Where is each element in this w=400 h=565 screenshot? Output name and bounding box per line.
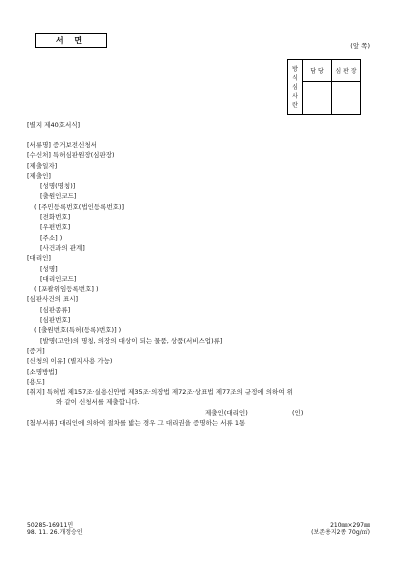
field-proof-method: [소명방법] xyxy=(27,367,58,376)
field-purpose: [용도] xyxy=(27,377,45,386)
field-submitter-name: [성명(명칭)] xyxy=(40,182,76,191)
field-attachments: [첨부서류] 대리인에 의하여 절차를 밟는 경우 그 대리권을 증명하는 서류 1통 xyxy=(27,419,246,428)
signature-line xyxy=(27,408,304,418)
examiner-header: 담 당 xyxy=(303,60,332,82)
field-submission-date: [제출일자] xyxy=(27,161,58,170)
field-agent-code: [대리인코드] xyxy=(40,274,77,283)
examination-table xyxy=(287,59,361,115)
field-relationship: [사건과의 관계] xyxy=(40,243,85,252)
footer-right xyxy=(311,522,370,536)
field-trial-case: [심판사건의 표시] xyxy=(27,295,79,304)
field-trial-type: [심판종류] xyxy=(40,305,71,314)
footer-approval-date: 98. 11. 26.개정승인 xyxy=(27,529,83,536)
field-purport-continued: 와 같이 신청서를 제출합니다. xyxy=(56,398,140,407)
form-fields xyxy=(27,140,304,428)
field-document-name: [서류명] 증거보전신청서 xyxy=(27,141,97,149)
field-phone: [전화번호] xyxy=(40,213,71,222)
seal-mark: (인) xyxy=(292,408,304,417)
examination-side-label: 방 식 심 사 란 xyxy=(288,60,303,115)
field-application-number: ( [출원번호(특허(등록)번호)] ) xyxy=(34,326,122,335)
field-evidence: [증거] xyxy=(27,346,45,355)
field-address: [주소] ) xyxy=(40,233,63,242)
field-submitter: [제출인] xyxy=(27,171,51,180)
chief-judge-header: 심 판 장 xyxy=(332,60,361,82)
field-trial-number: [심판번호] xyxy=(40,316,71,325)
field-purport: [취지] 특허법 제157조·실용신안법 제35조·의장법 제72조·상표법 제77조의 규정에 의하여 위 xyxy=(27,388,293,397)
field-invention-title: [발명(고안)의 명칭, 의장의 대상이 되는 물품, 상품(서비스업)류] xyxy=(40,336,223,345)
form-number: [별지 제40호서식] xyxy=(27,121,81,129)
footer-paper-size: 210㎜×297㎜ xyxy=(330,522,370,529)
field-postal-code: [우편번호] xyxy=(40,223,71,232)
field-applicant-code: [출원인코드] xyxy=(40,192,77,201)
field-recipient: [수신처] 특허심판원장(심판장) xyxy=(27,151,115,160)
field-power-of-attorney: ( [포괄위임등록번호] ) xyxy=(34,285,99,294)
chief-judge-seal-cell xyxy=(332,82,361,115)
field-reason: [신청의 이유] (별지사용 가능) xyxy=(27,357,113,366)
examiner-seal-cell xyxy=(303,82,332,115)
document-title: 서 면 xyxy=(35,33,107,48)
field-agent-name: [성명] xyxy=(40,264,58,273)
footer-left xyxy=(27,522,83,536)
footer-form-code: 50285-16911민 xyxy=(27,522,74,529)
field-registration-number: ( [주민등록번호(법인등록번호)] xyxy=(34,202,125,211)
field-agent: [대리인] xyxy=(27,254,51,263)
signer-label: 제출인(대리인) xyxy=(205,408,248,417)
footer-paper-type: (보존용지2종 70g/㎡) xyxy=(311,529,370,536)
page-side-label: (앞 쪽) xyxy=(350,42,370,50)
